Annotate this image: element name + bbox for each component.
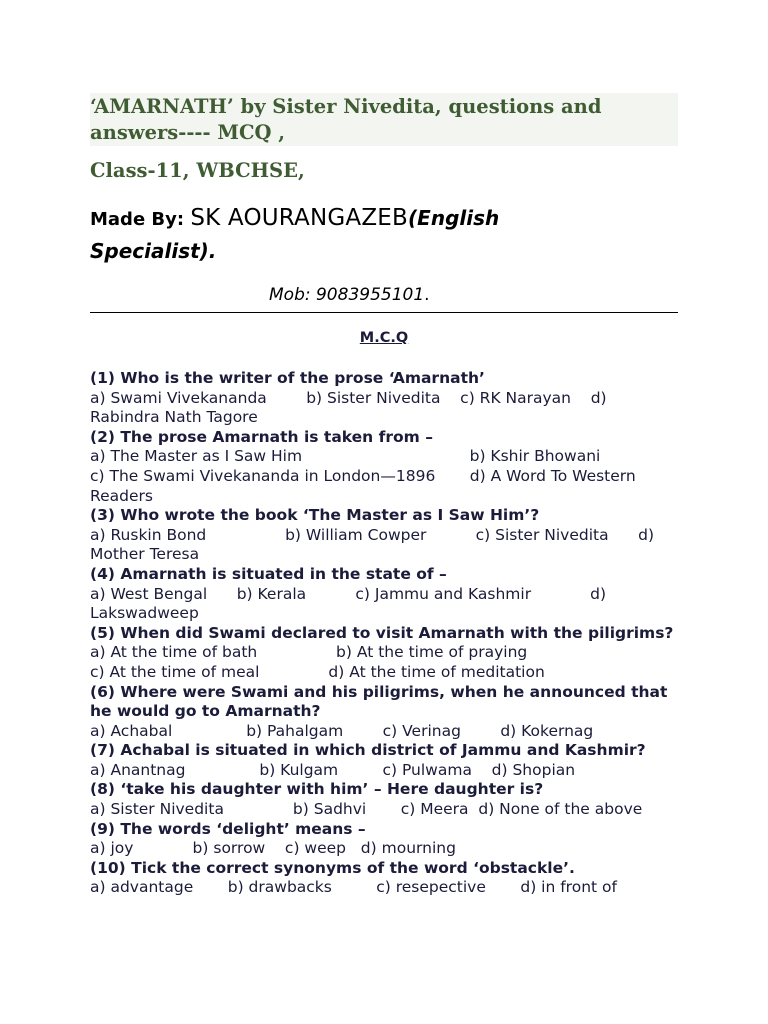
question-item <box>90 624 690 683</box>
made-by-label: Made By: <box>90 209 191 230</box>
author-role-part2: Specialist). <box>90 239 217 263</box>
question-item <box>90 683 690 742</box>
class-line: Class-11, WBCHSE, <box>90 159 305 182</box>
question-text: (2) The prose Amarnath is taken from – <box>90 427 433 446</box>
options-line: Rabindra Nath Tagore <box>90 408 258 427</box>
question-item <box>90 565 690 624</box>
options-line: a) The Master as I Saw Him b) Kshir Bhowani <box>90 447 601 466</box>
question-text: (9) The words ‘delight’ means – <box>90 819 366 838</box>
options-line: a) At the time of bath b) At the time of praying <box>90 643 528 662</box>
question-text: (5) When did Swami declared to visit Amarnath with the piligrims? <box>90 623 674 642</box>
document-title: ‘AMARNATH’ by Sister Nivedita, questions and answers---- MCQ , <box>90 95 602 144</box>
question-item <box>90 780 690 819</box>
author-block <box>90 202 690 268</box>
options-line: a) Ruskin Bond b) William Cowper c) Sister Nivedita d) <box>90 525 655 544</box>
author-name: SK AOURANGAZEB <box>190 205 409 231</box>
options-line: a) Anantnag b) Kulgam c) Pulwama d) Shopian <box>90 760 576 779</box>
options-line: a) Sister Nivedita b) Sadhvi c) Meera d) None of the above <box>90 800 643 819</box>
question-item <box>90 859 690 898</box>
options-line: a) joy b) sorrow c) weep d) mourning <box>90 839 456 858</box>
options-line: a) Swami Vivekananda b) Sister Nivedita c) RK Narayan d) <box>90 388 607 407</box>
question-list <box>90 369 690 898</box>
question-text: (8) ‘take his daughter with him’ – Here daughter is? <box>90 780 544 799</box>
question-text: (1) Who is the writer of the prose ‘Amarnath’ <box>90 369 485 387</box>
question-text: (10) Tick the correct synonyms of the word ‘obstackle’. <box>90 858 575 877</box>
section-heading: M.C.Q <box>359 330 409 346</box>
options-line: Mother Teresa <box>90 545 200 564</box>
options-line: Lakswadweep <box>90 604 199 623</box>
question-text: (7) Achabal is situated in which district of Jammu and Kashmir? <box>90 741 646 760</box>
options-line: a) advantage b) drawbacks c) resepective d) in front of <box>90 878 617 897</box>
horizontal-divider <box>90 312 678 313</box>
question-item <box>90 820 690 859</box>
question-text: (4) Amarnath is situated in the state of – <box>90 564 447 583</box>
question-item <box>90 506 690 565</box>
question-text: (6) Where were Swami and his piligrims, when he announced that he would go to Amarnath? <box>90 682 668 721</box>
options-line: a) Achabal b) Pahalgam c) Verinag d) Kokernag <box>90 721 594 740</box>
mobile-number <box>269 285 430 305</box>
options-line: c) The Swami Vivekananda in London—1896 d) A Word To Western <box>90 466 636 485</box>
question-item <box>90 369 690 428</box>
question-item <box>90 741 690 780</box>
mobile-suffix: . <box>424 285 430 305</box>
options-line: a) West Bengal b) Kerala c) Jammu and Kashmir d) <box>90 584 607 603</box>
author-role-part1: (English <box>408 206 500 230</box>
question-text: (3) Who wrote the book ‘The Master as I Saw Him’? <box>90 506 540 525</box>
question-item <box>90 428 690 506</box>
options-line: Readers <box>90 486 153 505</box>
mobile-text: Mob: 9083955101 <box>269 285 425 305</box>
options-line: c) At the time of meal d) At the time of meditation <box>90 662 545 681</box>
